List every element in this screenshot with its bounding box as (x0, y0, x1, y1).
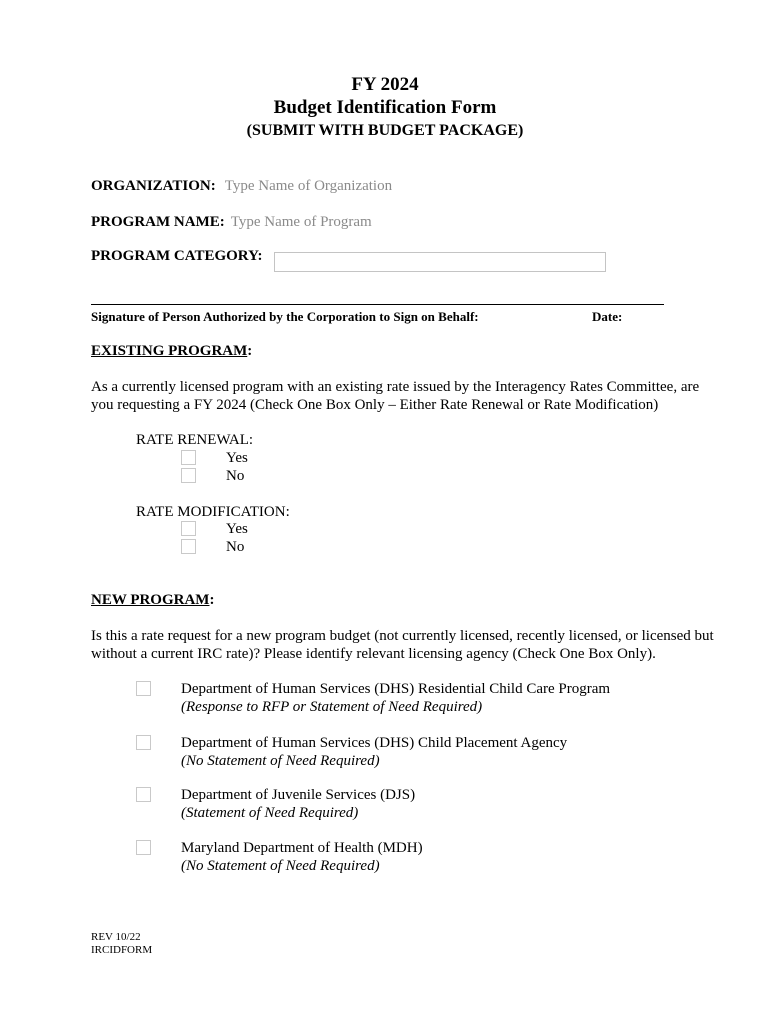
date-label: Date: (592, 309, 623, 324)
form-subtitle: (SUBMIT WITH BUDGET PACKAGE) (246, 122, 524, 139)
rate-modification-no-checkbox[interactable] (181, 539, 196, 554)
existing-program-heading-colon: : (247, 343, 253, 359)
form-year: FY 2024 (351, 74, 419, 95)
mdh-title: Maryland Department of Health (MDH) (181, 840, 423, 856)
signature-label: Signature of Person Authorized by the Corporation to Sign on Behalf: (91, 309, 479, 324)
djs-checkbox[interactable] (136, 787, 151, 802)
footer-form-id: IRCIDFORM (91, 944, 153, 956)
rate-renewal-label: RATE RENEWAL: (136, 432, 254, 448)
form-title: Budget Identification Form (273, 97, 497, 118)
program-category-label: PROGRAM CATEGORY: (91, 248, 263, 264)
dhs-rccp-title: Department of Human Services (DHS) Residential Child Care Program (181, 681, 611, 697)
signature-line (91, 304, 664, 305)
new-program-heading-colon: : (209, 592, 215, 608)
new-program-heading-text: NEW PROGRAM (91, 592, 210, 608)
rate-modification-no-label: No (226, 539, 245, 555)
mdh-checkbox[interactable] (136, 840, 151, 855)
rate-modification-yes-label: Yes (226, 521, 248, 537)
dhs-cpa-note: (No Statement of Need Required) (181, 753, 380, 769)
existing-question-line2: you requesting a FY 2024 (Check One Box Only – Either Rate Renewal or Rate Modification) (91, 397, 659, 413)
program-name-input[interactable]: Type Name of Program (230, 214, 372, 230)
rate-renewal-yes-checkbox[interactable] (181, 450, 196, 465)
rate-modification-label: RATE MODIFICATION: (136, 504, 290, 520)
program-name-row (91, 213, 372, 231)
footer-revision: REV 10/22 (91, 931, 141, 943)
organization-label: ORGANIZATION: (91, 178, 216, 194)
rate-renewal-no-label: No (226, 468, 245, 484)
existing-program-heading (91, 343, 252, 360)
new-question-line1: Is this a rate request for a new program budget (not currently licensed, recently licensed, or licensed but (91, 628, 714, 644)
dhs-cpa-checkbox[interactable] (136, 735, 151, 750)
djs-note: (Statement of Need Required) (181, 805, 359, 821)
rate-modification-yes-checkbox[interactable] (181, 521, 196, 536)
existing-question-line1: As a currently licensed program with an existing rate issued by the Interagency Rates Committee, are (91, 379, 700, 395)
organization-row (91, 177, 392, 195)
rate-renewal-yes-label: Yes (226, 450, 248, 466)
new-program-heading (91, 592, 214, 609)
program-category-field[interactable] (274, 252, 606, 272)
dhs-rccp-checkbox[interactable] (136, 681, 151, 696)
existing-program-heading-text: EXISTING PROGRAM (91, 343, 248, 359)
dhs-rccp-note: (Response to RFP or Statement of Need Required) (181, 699, 483, 715)
new-question-line2: without a current IRC rate)? Please identify relevant licensing agency (Check One Box Only). (91, 646, 656, 662)
dhs-cpa-title: Department of Human Services (DHS) Child Placement Agency (181, 735, 568, 751)
organization-input[interactable]: Type Name of Organization (224, 178, 393, 194)
rate-renewal-no-checkbox[interactable] (181, 468, 196, 483)
djs-title: Department of Juvenile Services (DJS) (181, 787, 416, 803)
mdh-note: (No Statement of Need Required) (181, 858, 380, 874)
program-name-label: PROGRAM NAME: (91, 214, 225, 230)
